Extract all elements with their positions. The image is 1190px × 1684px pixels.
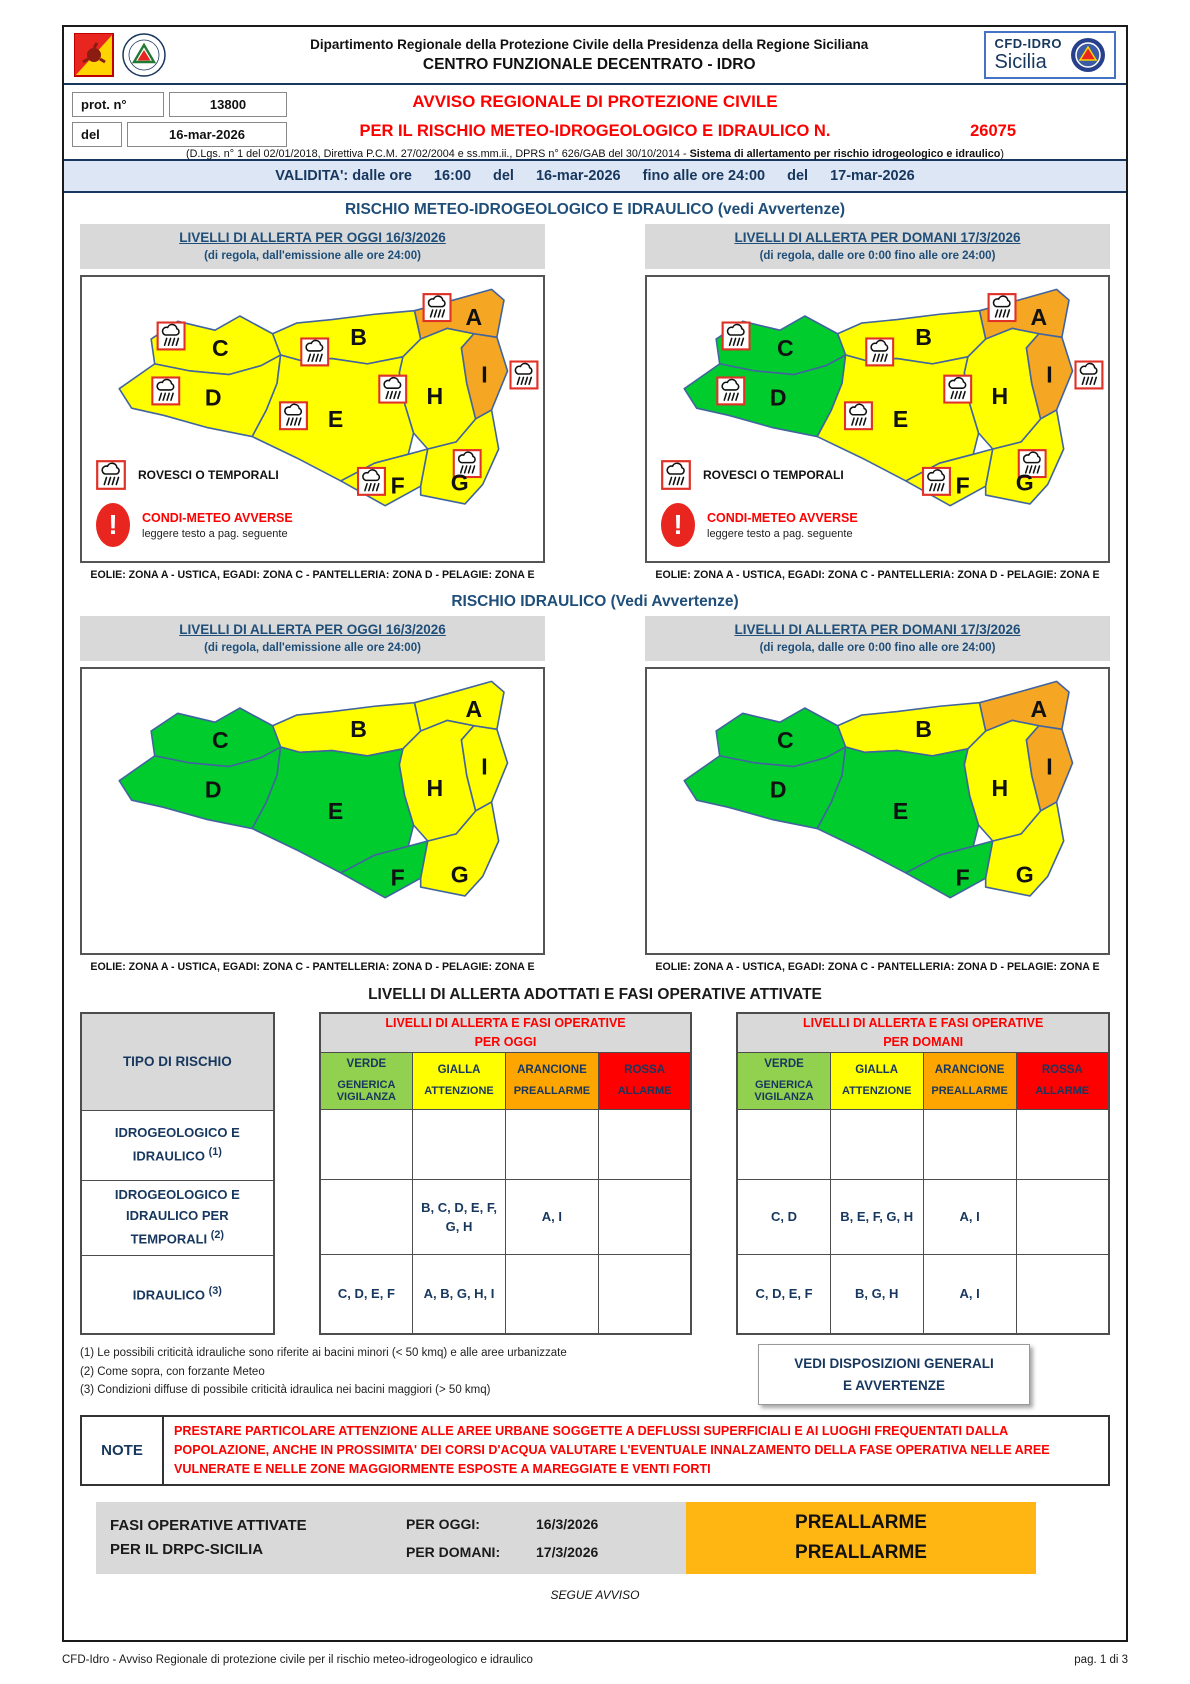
- legal-bold: Sistema di allertamento per rischio idrogeologico e idraulico: [689, 148, 1001, 160]
- department-line: Dipartimento Regionale della Protezione Civile della Presidenza della Regione Siciliana: [310, 36, 869, 52]
- fasi-oggi-date: 16/3/2026: [536, 1515, 599, 1532]
- avviso-title: AVVISO REGIONALE DI PROTEZIONE CIVILE: [412, 92, 778, 111]
- title-zone: [64, 85, 1126, 159]
- table-cell: B, E, F, G, H: [830, 1180, 923, 1255]
- risk-row-label: IDROGEOLOGICO E IDRAULICO PER TEMPORALI $^{(2)}$: [81, 1180, 274, 1255]
- alert-tables: [64, 1012, 1126, 1335]
- map-zone-label-B: B: [350, 716, 367, 743]
- map-zone-label-C: C: [211, 334, 229, 361]
- table-cell: [505, 1109, 598, 1179]
- cfd-idro-logo-box: [984, 31, 1116, 79]
- validity-date1: 16-mar-2026: [535, 168, 621, 184]
- storm-icon: [510, 362, 537, 389]
- table-cell: [1016, 1180, 1109, 1255]
- level-gialla-header: GIALLA ATTENZIONE: [830, 1052, 923, 1109]
- idraulico-oggi-subtitle: (di regola, dall'emissione alle ore 24:00): [204, 642, 421, 654]
- map-zone-label-G: G: [1015, 861, 1034, 888]
- islands-caption: EOLIE: ZONA A - USTICA, EGADI: ZONA C - PANTELLERIA: ZONA D - PELAGIE: ZONA E: [655, 961, 1100, 973]
- meteo-oggi-panel: [80, 224, 545, 585]
- adverse-weather-sub: leggere testo a pag. seguente: [142, 527, 288, 540]
- map-legend: [96, 460, 293, 547]
- segue-avviso: SEGUE AVVISO: [550, 1587, 640, 1602]
- storm-icon: [379, 376, 406, 403]
- storm-icon: [358, 468, 385, 495]
- storm-icon: [158, 322, 185, 349]
- map-zone-label-G: G: [1015, 469, 1034, 496]
- risk-type-header: TIPO DI RISCHIO: [81, 1013, 274, 1110]
- map-zone-label-E: E: [327, 797, 344, 824]
- map-zone-B: [273, 311, 421, 364]
- adverse-weather-sub: leggere testo a pag. seguente: [707, 527, 853, 540]
- alert-exclamation-icon: !: [661, 503, 695, 547]
- validity-until: fino alle ore 24:00: [642, 168, 766, 184]
- cfd-idro-label: CFD-IDRO: [994, 36, 1062, 51]
- idraulico-oggi-title: LIVELLI DI ALLERTA PER OGGI 16/3/2026: [179, 622, 446, 637]
- meteo-domani-header: [645, 224, 1110, 269]
- document-header: [64, 27, 1126, 85]
- fasi-operative-bar: [96, 1502, 1036, 1574]
- storm-icon: [866, 338, 893, 365]
- legal-suffix: ): [1000, 148, 1004, 160]
- table-cell: A, I: [923, 1255, 1016, 1334]
- map-zone-label-H: H: [426, 382, 444, 409]
- storm-icon: [1075, 362, 1102, 389]
- table-cell: [320, 1109, 413, 1179]
- meteo-oggi-subtitle: (di regola, dall'emissione alle ore 24:00): [204, 250, 421, 262]
- fasi-status-box: [686, 1502, 1036, 1574]
- domani-table-header: LIVELLI DI ALLERTA E FASI OPERATIVE PER DOMANI: [737, 1013, 1109, 1052]
- storm-icon: [845, 402, 872, 429]
- map-zone-label-I: I: [1046, 361, 1053, 388]
- islands-caption: EOLIE: ZONA A - USTICA, EGADI: ZONA C - PANTELLERIA: ZONA D - PELAGIE: ZONA E: [655, 569, 1100, 581]
- oggi-table-header: LIVELLI DI ALLERTA E FASI OPERATIVE PER OGGI: [320, 1013, 692, 1052]
- map-zone-label-D: D: [204, 384, 222, 411]
- oggi-levels-table: [319, 1012, 693, 1335]
- map-zone-label-I: I: [481, 753, 488, 780]
- level-verde-header: VERDE GENERICA VIGILANZA: [320, 1052, 413, 1109]
- map-zone-label-I: I: [1046, 753, 1053, 780]
- footnotes-row: [64, 1335, 1126, 1405]
- idraulico-domani-title: LIVELLI DI ALLERTA PER DOMANI 17/3/2026: [734, 622, 1021, 637]
- map-zone-label-G: G: [450, 469, 469, 496]
- idraulico-oggi-panel: [80, 616, 545, 977]
- storm-icon: [96, 460, 126, 490]
- fasi-domani-status: PREALLARME: [795, 1541, 927, 1563]
- validity-bar: [64, 159, 1126, 193]
- prot-number-label: prot. n°: [72, 92, 164, 117]
- table-cell: [923, 1109, 1016, 1179]
- adopted-levels-title: LIVELLI DI ALLERTA ADOTTATI E FASI OPERATIVE ATTIVATE: [368, 986, 822, 1003]
- map-meteo-domani: [645, 275, 1110, 563]
- storm-icon: [723, 322, 750, 349]
- adverse-weather-label: CONDI-METEO AVVERSE: [142, 510, 293, 525]
- header-logos: [74, 33, 194, 77]
- storm-icon: [923, 468, 950, 495]
- map-zone-label-A: A: [1030, 695, 1048, 722]
- map-zone-label-E: E: [327, 405, 344, 432]
- islands-caption: EOLIE: ZONA A - USTICA, EGADI: ZONA C - PANTELLERIA: ZONA D - PELAGIE: ZONA E: [90, 961, 535, 973]
- meteo-domani-subtitle: (di regola, dalle ore 0:00 fino alle ore 24:00): [759, 250, 996, 262]
- storm-icon: [944, 376, 971, 403]
- prot-number-value: 13800: [169, 92, 287, 117]
- section-meteo-title: RISCHIO METEO-IDROGEOLOGICO E IDRAULICO (vedi Avvertenze): [344, 201, 846, 218]
- cfd-sicilia-label: Sicilia: [994, 51, 1047, 73]
- map-zone-label-G: G: [450, 861, 469, 888]
- note-label: NOTE: [82, 1417, 164, 1484]
- table-cell: C, D: [737, 1180, 830, 1255]
- prot-del-value: 16-mar-2026: [127, 122, 287, 147]
- map-zone-B: [273, 703, 421, 756]
- validity-date2: 17-mar-2026: [830, 168, 915, 184]
- map-zone-label-F: F: [955, 864, 970, 891]
- table-cell: [320, 1180, 413, 1255]
- level-rossa-header: ROSSA ALLARME: [598, 1052, 691, 1109]
- level-gialla-header: GIALLA ATTENZIONE: [413, 1052, 506, 1109]
- map-legend: [661, 460, 858, 547]
- section-idraulico-title: RISCHIO IDRAULICO (Vedi Avvertenze): [451, 593, 739, 610]
- fasi-domani-label: PER DOMANI:: [406, 1543, 501, 1560]
- table-cell: [1016, 1255, 1109, 1334]
- document-frame: [62, 25, 1128, 1642]
- footnote-1: (1) Le possibili criticità idrauliche sono riferite ai bacini minori (< 50 kmq) e alle aree urbanizzate: [80, 1347, 567, 1359]
- map-zone-label-F: F: [955, 472, 970, 499]
- meteo-domani-title: LIVELLI DI ALLERTA PER DOMANI 17/3/2026: [734, 230, 1021, 245]
- map-zone-label-C: C: [776, 726, 794, 753]
- idraulico-domani-panel: [645, 616, 1110, 977]
- level-rossa-header: ROSSA ALLARME: [1016, 1052, 1109, 1109]
- idraulico-domani-subtitle: (di regola, dalle ore 0:00 fino alle ore 24:00): [759, 642, 996, 654]
- fasi-domani-date: 17/3/2026: [536, 1543, 599, 1560]
- table-cell: [737, 1109, 830, 1179]
- storm-icon: [280, 402, 307, 429]
- footnotes: [80, 1344, 567, 1400]
- table-cell: [505, 1255, 598, 1334]
- table-cell: A, I: [923, 1180, 1016, 1255]
- validity-label: VALIDITA': dalle ore: [275, 168, 412, 184]
- page-footer: [62, 1654, 1128, 1666]
- footer-left: CFD-Idro - Avviso Regionale di protezione civile per il rischio meteo-idrogeologico e idraulico: [62, 1654, 533, 1666]
- table-cell: [598, 1180, 691, 1255]
- avviso-number: 26075: [970, 122, 1016, 140]
- idraulico-panels: [64, 616, 1126, 977]
- avviso-subtitle: [64, 122, 1126, 141]
- alert-exclamation-icon: !: [96, 503, 130, 547]
- storm-icon: [989, 294, 1016, 321]
- table-cell: [598, 1255, 691, 1334]
- footnote-2: (2) Come sopra, con forzante Meteo: [80, 1365, 265, 1378]
- map-zone-label-C: C: [211, 726, 229, 753]
- map-zone-B: [838, 703, 986, 756]
- map-idraulico-oggi: [80, 667, 545, 955]
- storm-legend-label: ROVESCI O TEMPORALI: [138, 468, 279, 482]
- sicilia-flag-logo: [74, 33, 114, 77]
- table-cell: C, D, E, F: [320, 1255, 413, 1334]
- cfd-idro-emblem-icon: [1070, 37, 1106, 73]
- table-cell: [830, 1109, 923, 1179]
- storm-icon: [717, 377, 744, 404]
- fasi-oggi-status: PREALLARME: [795, 1511, 927, 1533]
- map-zone-label-F: F: [390, 864, 405, 891]
- idraulico-oggi-header: [80, 616, 545, 661]
- fasi-oggi-label: PER OGGI:: [406, 1515, 480, 1532]
- map-zone-label-D: D: [769, 776, 787, 803]
- map-idraulico-domani: [645, 667, 1110, 955]
- map-zone-label-D: D: [769, 384, 787, 411]
- map-zone-label-H: H: [991, 382, 1009, 409]
- map-zone-B: [838, 311, 986, 364]
- map-zone-label-B: B: [915, 324, 932, 351]
- map-meteo-oggi: [80, 275, 545, 563]
- header-titles: [194, 37, 984, 74]
- meteo-oggi-title: LIVELLI DI ALLERTA PER OGGI 16/3/2026: [179, 230, 446, 245]
- note-box: [80, 1415, 1110, 1486]
- table-cell: C, D, E, F: [737, 1255, 830, 1334]
- footnote-3: (3) Condizioni diffuse di possibile criticità idraulica nei bacini maggiori (> 50 kmq): [80, 1384, 491, 1397]
- map-zone-label-I: I: [481, 361, 488, 388]
- validity-del1: del: [493, 168, 514, 184]
- fasi-dates: [406, 1502, 686, 1574]
- risk-row-label: IDROGEOLOGICO E IDRAULICO $^{(1)}$: [81, 1110, 274, 1180]
- map-zone-label-E: E: [892, 405, 909, 432]
- map-zone-label-B: B: [350, 324, 367, 351]
- level-verde-header: VERDE GENERICA VIGILANZA: [737, 1052, 830, 1109]
- fasi-title: FASI OPERATIVE ATTIVATE PER IL DRPC-SICILIA: [110, 1516, 307, 1558]
- adverse-weather-label: CONDI-METEO AVVERSE: [707, 510, 858, 525]
- centro-funzionale-line: CENTRO FUNZIONALE DECENTRATO - IDRO: [422, 55, 756, 73]
- prot-del-label: del: [72, 122, 122, 147]
- map-zone-label-E: E: [892, 797, 909, 824]
- legal-prefix: (D.Lgs. n° 1 del 02/01/2018, Direttiva P.C.M. 27/02/2004 e ss.mm.ii., DPRS n° 626/GAB del 30/10/2014 -: [186, 148, 690, 160]
- note-text: PRESTARE PARTICOLARE ATTENZIONE ALLE AREE URBANE SOGGETTE A DEFLUSSI SUPERFICIALI E AI LUOGHI FREQUENTATI DALLA POPOLAZIONE, ANCHE IN PROSSIMITA' DEI CORSI D'ACQUA VALUTARE L'EVENTUALE INNALZAMENTO DELLA FASE OPERATIVA NELLE AREE VULNERATE E NELLE ZONE MAGGIORMENTE ESPOSTE A MAREGGIATE E VENTI FORTI: [174, 1424, 1050, 1476]
- risk-type-table: [80, 1012, 275, 1335]
- storm-icon: [424, 294, 451, 321]
- table-cell: [1016, 1109, 1109, 1179]
- footer-page-number: pag. 1 di 3: [1074, 1654, 1128, 1666]
- validity-del2: del: [787, 168, 809, 184]
- vedi-disposizioni-box: VEDI DISPOSIZIONI GENERALI E AVVERTENZE: [758, 1344, 1030, 1405]
- map-zone-label-C: C: [776, 334, 794, 361]
- map-zone-label-H: H: [991, 774, 1009, 801]
- table-cell: B, C, D, E, F, G, H: [413, 1180, 506, 1255]
- meteo-panels: [64, 224, 1126, 585]
- meteo-oggi-header: [80, 224, 545, 269]
- table-cell: [413, 1109, 506, 1179]
- table-cell: [598, 1109, 691, 1179]
- domani-levels-table: [736, 1012, 1110, 1335]
- map-zone-label-A: A: [465, 695, 483, 722]
- map-zone-label-A: A: [1030, 303, 1048, 330]
- protezione-civile-logo: [122, 33, 166, 77]
- storm-icon: [301, 338, 328, 365]
- table-cell: A, I: [505, 1180, 598, 1255]
- level-arancione-header: ARANCIONE PREALLARME: [505, 1052, 598, 1109]
- table-cell: B, G, H: [830, 1255, 923, 1334]
- map-zone-label-D: D: [204, 776, 222, 803]
- storm-legend-label: ROVESCI O TEMPORALI: [703, 468, 844, 482]
- map-zone-label-A: A: [465, 303, 483, 330]
- map-zone-label-B: B: [915, 716, 932, 743]
- level-arancione-header: ARANCIONE PREALLARME: [923, 1052, 1016, 1109]
- map-zone-label-H: H: [426, 774, 444, 801]
- map-zone-label-F: F: [390, 472, 405, 499]
- storm-icon: [152, 377, 179, 404]
- risk-row-label: IDRAULICO $^{(3)}$: [81, 1255, 274, 1334]
- validity-time: 16:00: [433, 168, 472, 184]
- storm-icon: [661, 460, 691, 490]
- idraulico-domani-header: [645, 616, 1110, 661]
- avviso-subtitle-text: PER IL RISCHIO METEO-IDROGEOLOGICO E IDRAULICO N.: [359, 122, 831, 140]
- meteo-domani-panel: [645, 224, 1110, 585]
- table-cell: A, B, G, H, I: [413, 1255, 506, 1334]
- islands-caption: EOLIE: ZONA A - USTICA, EGADI: ZONA C - PANTELLERIA: ZONA D - PELAGIE: ZONA E: [90, 569, 535, 581]
